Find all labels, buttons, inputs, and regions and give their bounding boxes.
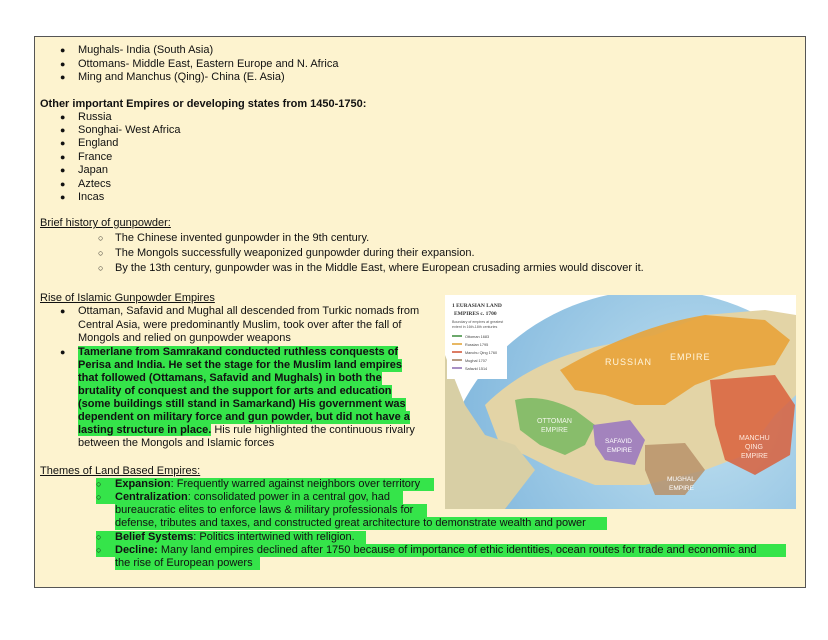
eurasian-empires-map	[445, 295, 796, 509]
list-item: England	[78, 137, 119, 149]
theme-centralization	[96, 491, 403, 504]
theme-text: : Politics intertwined with religion.	[193, 531, 355, 543]
highlighted-bold-line: that followed (Ottamans, Safavid and Mughals) in both the	[78, 372, 382, 384]
theme-text-line: defense, tributes and taxes, and constructed great architecture to demonstrate wealth and power	[115, 517, 607, 530]
hollow-bullet: ○	[98, 263, 104, 273]
legend-label: Russian 1795	[465, 343, 489, 347]
highlighted-bold-line: dependent on military force and gun powder, but did not have a	[78, 411, 410, 423]
list-item: Ming and Manchus (Qing)- China (E. Asia)	[78, 71, 285, 83]
map-label-russian: RUSSIAN	[605, 357, 653, 367]
theme-text-line: the rise of European powers	[115, 557, 260, 570]
map-label-manchu: EMPIRE	[741, 453, 768, 460]
list-item: By the 13th century, gunpowder was in the Middle East, where European crusading armies would discover it.	[115, 262, 644, 274]
list-item: Songhai- West Africa	[78, 124, 181, 136]
hollow-bullet: ○	[96, 545, 102, 555]
map-label-manchu: QING	[745, 444, 763, 451]
theme-label: Decline:	[115, 544, 158, 556]
hollow-bullet: ○	[96, 532, 102, 542]
bullet-dot: ●	[60, 165, 66, 175]
bullet-dot: ●	[60, 138, 66, 148]
themes-heading: Themes of Land Based Empires:	[40, 465, 201, 477]
list-item: Incas	[78, 191, 105, 203]
paragraph-line: between the Mongols and Islamic forces	[78, 437, 275, 449]
paragraph-line: Mongols and relied on gunpowder weapons	[78, 332, 291, 344]
legend-label: Safavid 1514	[465, 367, 488, 371]
bullet-dot: ●	[60, 59, 66, 69]
list-item: The Chinese invented gunpowder in the 9th century.	[115, 232, 370, 244]
list-item: Ottomans- Middle East, Eastern Europe and N. Africa	[78, 58, 339, 70]
theme-belief-systems	[96, 531, 366, 544]
paragraph-line: Ottaman, Safavid and Mughal all descended from Turkic nomads from	[78, 305, 420, 317]
highlighted-bold-text: lasting structure in place.	[78, 424, 212, 436]
bullet-dot: ●	[60, 179, 66, 189]
theme-decline	[96, 544, 786, 557]
bullet-dot: ●	[60, 45, 66, 55]
highlighted-bold-line: Tamerlane from Samrakand conducted ruthless conquests of	[78, 346, 399, 358]
highlighted-bold-line: Perisa and India. He set the stage for the Muslim land empires	[78, 359, 402, 371]
map-label-safavid: EMPIRE	[607, 447, 632, 454]
legend-label: Mughal 1707	[465, 359, 487, 363]
islamic-heading: Rise of Islamic Gunpowder Empires	[40, 292, 215, 304]
map-label-mughal: EMPIRE	[669, 485, 694, 492]
map-label-ottoman: EMPIRE	[541, 427, 568, 434]
theme-label: Belief Systems	[115, 531, 194, 543]
hollow-bullet: ○	[96, 479, 102, 489]
map-title: EMPIRES c. 1700	[454, 311, 497, 317]
bullet-dot: ●	[60, 192, 66, 202]
map-label-mughal: MUGHAL	[667, 476, 695, 483]
other-empires-heading: Other important Empires or developing states from 1450-1750:	[40, 98, 367, 110]
map-graphic	[445, 295, 796, 509]
list-item: Japan	[78, 164, 108, 176]
theme-text: Many land empires declined after 1750 because of importance of ethic identities, ocean routes for trade and economic and	[157, 544, 757, 556]
theme-expansion	[96, 478, 434, 491]
theme-text: : Frequently warred against neighbors over territory	[170, 478, 421, 490]
theme-label: Expansion	[115, 478, 171, 490]
legend-label: Manchu Qing 1760	[465, 351, 498, 355]
map-subtitle: Boundary of empires at greatest	[452, 320, 504, 324]
list-item: Russia	[78, 111, 112, 123]
bullet-dot: ●	[60, 152, 66, 162]
map-subtitle: extent in 16th-18th centuries	[452, 325, 498, 329]
legend-label: Ottoman 1683	[465, 335, 490, 339]
highlighted-bold-line: brutality of conquest and the support for arts and education	[78, 385, 392, 397]
theme-text: : consolidated power in a central gov, had	[187, 491, 390, 503]
hollow-bullet: ○	[98, 233, 104, 243]
hollow-bullet: ○	[96, 492, 102, 502]
list-item: Aztecs	[78, 178, 112, 190]
bullet-dot: ●	[60, 306, 66, 316]
map-label-safavid: SAFAVID	[605, 438, 632, 445]
map-label-ottoman: OTTOMAN	[537, 418, 572, 425]
theme-text-line: bureaucratic elites to enforce laws & military professionals for	[115, 504, 427, 517]
map-label-manchu: MANCHU	[739, 435, 770, 442]
bullet-dot: ●	[60, 72, 66, 82]
map-title: 1 EURASIAN LAND	[452, 303, 502, 309]
list-item: The Mongols successfully weaponized gunpowder during their expansion.	[115, 247, 475, 259]
bullet-dot: ●	[60, 125, 66, 135]
gunpowder-heading: Brief history of gunpowder:	[40, 217, 171, 229]
highlighted-bold-line: (some buildings still stand in Samarkand) His government was	[78, 398, 406, 410]
list-item: Mughals- India (South Asia)	[78, 44, 214, 56]
paragraph-line	[78, 424, 415, 437]
theme-label: Centralization	[115, 491, 188, 503]
bullet-dot: ●	[60, 347, 66, 357]
plain-text: His rule highlighted the continuous rivalry	[211, 424, 415, 436]
hollow-bullet: ○	[98, 248, 104, 258]
list-item: France	[78, 151, 113, 163]
map-label-russian: EMPIRE	[670, 352, 711, 362]
bullet-dot: ●	[60, 112, 66, 122]
paragraph-line: Central Asia, were predominantly Muslim, took over after the fall of	[78, 319, 402, 331]
